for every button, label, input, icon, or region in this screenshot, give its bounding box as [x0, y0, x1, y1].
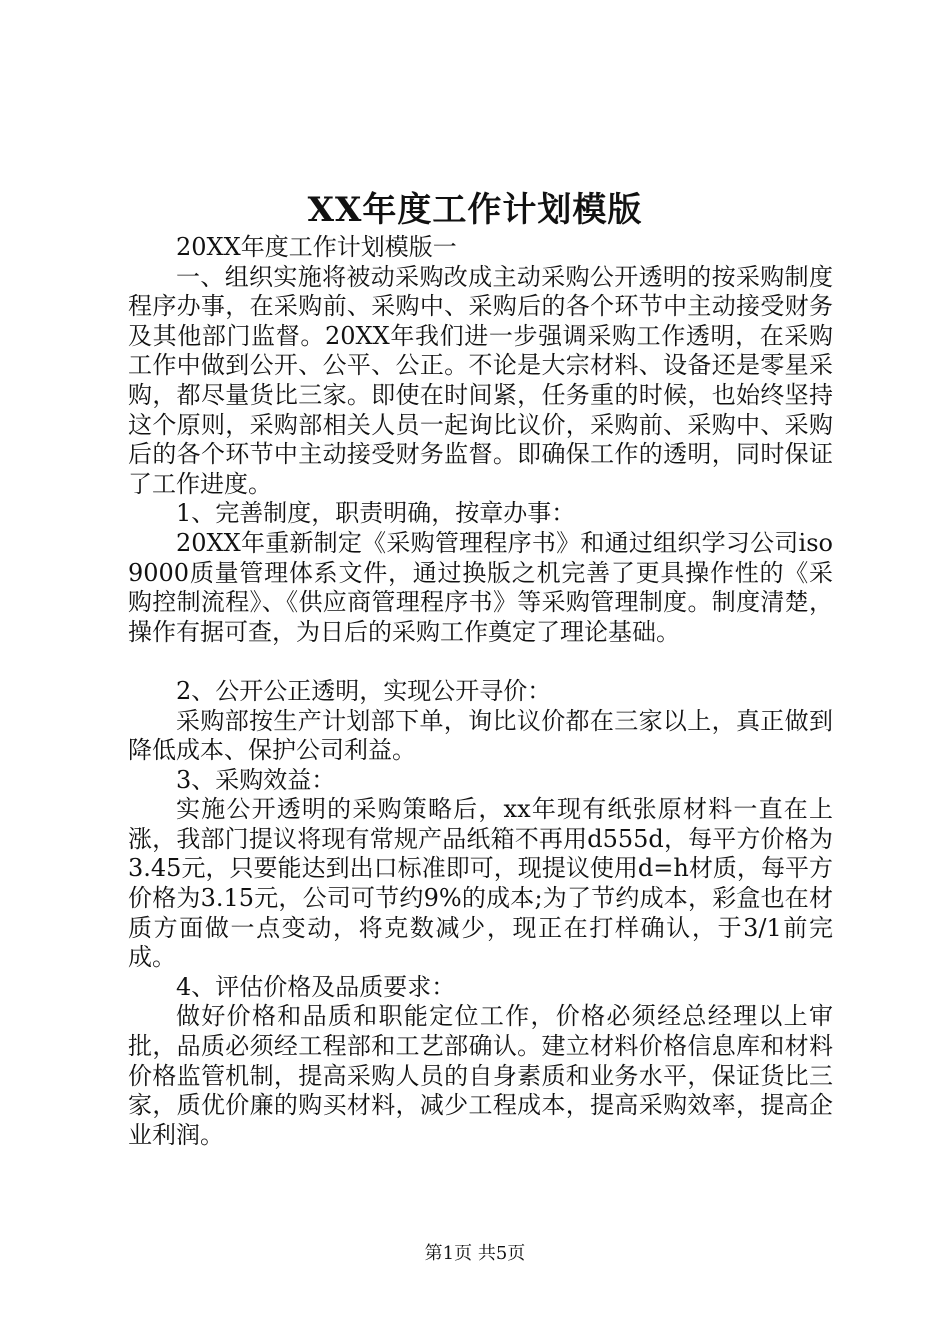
paragraph: 采购部按生产计划部下单，询比议价都在三家以上，真正做到降低成本、保护公司利益。	[128, 706, 833, 765]
document-body	[128, 233, 833, 1150]
section-heading: 20XX年度工作计划模版一	[176, 233, 457, 261]
paragraph: 20XX年重新制定《采购管理程序书》和通过组织学习公司iso9000质量管理体系文件，通过换版之机完善了更具操作性的《采购控制流程》、《供应商管理程序书》等采购管理制度。制度清楚，操作有据可查，为日后的采购工作奠定了理论基础。	[128, 528, 833, 646]
subheading: 1、完善制度，职责明确，按章办事：	[176, 499, 576, 528]
paragraph: 一、组织实施将被动采购改成主动采购公开透明的按采购制度程序办事，在采购前、采购中、采购后的各个环节中主动接受财务及其他部门监督。20XX年我们进一步强调采购工作透明，在采购工作中做到公开、公平、公正。不论是大宗材料、设备还是零星采购，都尽量货比三家。即使在时间紧，任务重的时候，也始终坚持这个原则，采购部相关人员一起询比议价，采购前、采购中、采购后的各个环节中主动接受财务监督。即确保工作的透明，同时保证了工作进度。	[128, 262, 833, 498]
paragraph: 做好价格和品质和职能定位工作，价格必须经总经理以上审批，品质必须经工程部和工艺部确认。建立材料价格信息库和材料价格监管机制，提高采购人员的自身素质和业务水平，保证货比三家，质优价廉的购买材料，减少工程成本，提高采购效率，提高企业利润。	[128, 1002, 833, 1149]
subheading: 2、公开公正透明，实现公开寻价：	[176, 676, 552, 705]
paragraph: 实施公开透明的采购策略后，xx年现有纸张原材料一直在上涨，我部门提议将现有常规产品纸箱不再用d555d，每平方价格为3.45元，只要能达到出口标准即可，现提议使用d=h材质，每平方价格为3.15元，公司可节约9%的成本;为了节约成本，彩盒也在材质方面做一点变动，将克数减少，现正在打样确认，于3/1前完成。	[128, 795, 833, 972]
document-title: XX年度工作计划模版	[307, 190, 643, 230]
subheading: 4、评估价格及品质要求：	[176, 972, 456, 1001]
subheading: 3、采购效益：	[176, 765, 336, 794]
page-number-footer: 第1页 共5页	[424, 1243, 526, 1264]
